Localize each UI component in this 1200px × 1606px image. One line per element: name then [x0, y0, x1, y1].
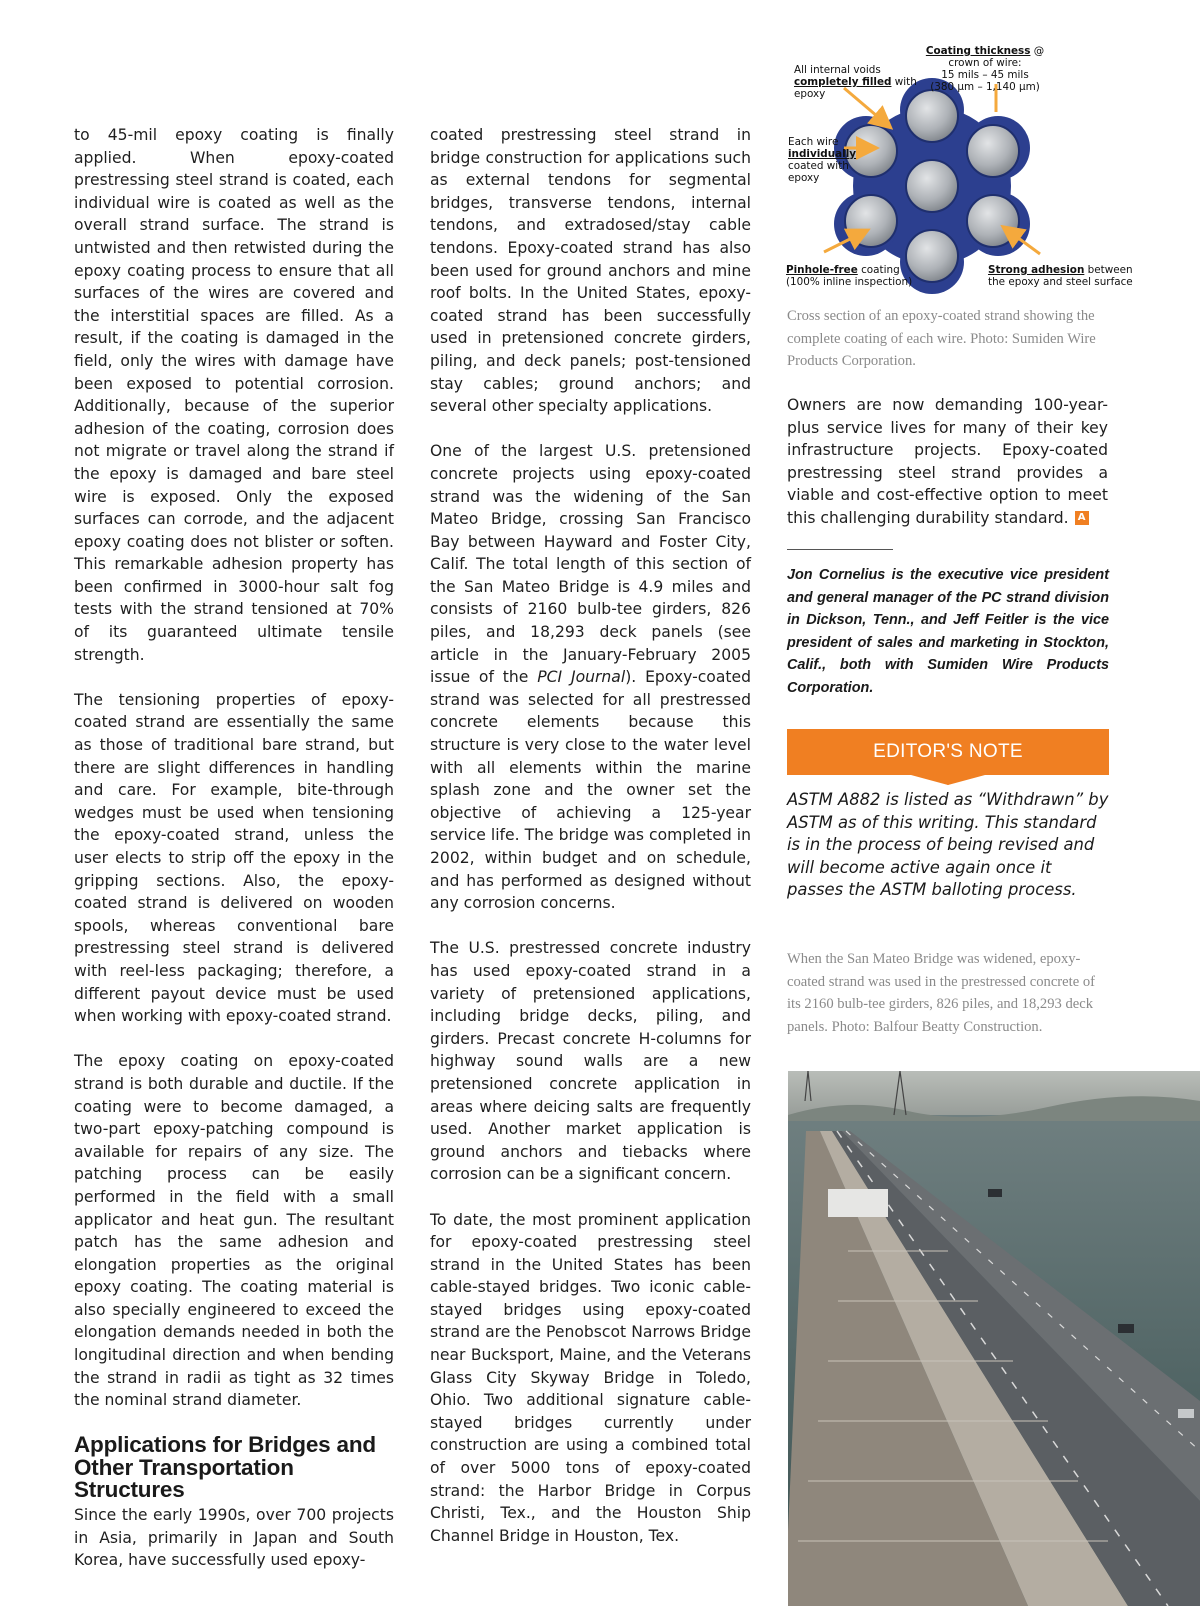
diagram-caption: Cross section of an epoxy-coated strand showing the complete coating of each wire. Photo: Sumiden Wire Products Corporation. [787, 308, 1096, 370]
adhesion-suffix: between [1084, 264, 1133, 276]
coating-thickness-line-1: crown of wire: [948, 57, 1022, 69]
coating-thickness-line-3: (380 μm – 1,140 μm) [930, 81, 1040, 93]
col2-p2-text-b: ). Epoxy-coated strand was selected for all prestressed concrete elements because this structure is very close to the water level with all elements within the marine splash zone and the owner set the objective of achieving a 125-year service life. The bridge was completed in 2002, within budget and on schedule, and has performed as designed without any corrosion concerns. [430, 668, 751, 913]
label-pinhole-free [786, 264, 946, 288]
col2-paragraph-1: coated prestressing steel strand in bridge construction for applications such as external tendons for segmental bridges, transverse tendons, internal tendons, and extradosed/stay cable tendons. Epoxy-coated strand has also been used for ground anchors and mine roof bolts. In the United States, epoxy-coated strand has been successfully used in pretensioned concrete girders, piling, and deck panels; post-tensioned stay cables; ground anchors; and several other specialty applications. [430, 126, 751, 416]
col2-p2-text-a: One of the largest U.S. pretensioned concrete projects using epoxy-coated strand was the widening of the San Mateo Bridge, crossing San Francisco Bay between Hayward and Foster City, Calif. The total length of this section of the San Mateo Bridge is 4.9 miles and consists of 2160 bulb-tee girders, 826 piles, and 18,293 deck panels (see article in the January-February 2005 issue of the [430, 442, 751, 687]
editors-note-title: EDITOR'S NOTE [873, 741, 1023, 762]
pinhole-bold: Pinhole-free [786, 264, 858, 276]
wire-bold: individually [788, 148, 857, 160]
section-subhead: Applications for Bridges and Other Transportation Structures [74, 1432, 376, 1503]
col2-paragraph-3: The U.S. prestressed concrete industry has used epoxy-coated strand in a variety of pretensioned applications, including bridge decks, piling, and girders. Precast concrete H-columns for highway sound walls are a new pretensioned concrete application in areas where deicing salts are frequently used. Another market application is ground anchors and tiebacks where corrosion can be a significant concern. [430, 939, 751, 1184]
col1-paragraph-3: The epoxy coating on epoxy-coated strand is both durable and ductile. If the coating were to become damaged, a two-part epoxy-patching compound is available for repairs of any size. The patching process can be easily performed in the field with a small applicator and heat gun. The resultant patch has the same adhesion and elongation properties as the original epoxy coating. The coating material is also specially engineered to exceed the elongation demands needed in both the longitudinal direction and when bending the strand in radii as tight as 32 times the nominal strand diameter. [74, 1052, 394, 1410]
editors-note-text: ASTM A882 is listed as “Withdrawn” by ASTM as of this writing. This standard is in the process of being revised and will become active again once it passes the ASTM balloting process. [787, 790, 1109, 900]
wire-line-4: epoxy [788, 172, 820, 184]
photo-caption: When the San Mateo Bridge was widened, epoxy-coated strand was used in the prestressed concrete of its 2160 bulb-tee girders, 826 piles, and 18,293 deck panels. Photo: Balfour Beatty Construction. [787, 951, 1095, 1035]
voids-line-3: epoxy [794, 88, 826, 100]
san-mateo-bridge-photo [788, 1071, 1200, 1606]
pinhole-suffix: coating [857, 264, 900, 276]
label-voids-filled [794, 64, 934, 100]
col3-paragraph: Owners are now demanding 100-year-plus service lives for many of their key infrastructure projects. Epoxy-coated prestressing steel strand provides a viable and cost-effective option to meet this challenging durability standard. [787, 396, 1108, 527]
coating-thickness-line-2: 15 mils – 45 mils [941, 69, 1029, 81]
editors-note-banner [787, 729, 1109, 785]
article-column-2 [430, 124, 751, 1547]
article-column-1 [74, 124, 394, 1572]
label-coating-thickness [920, 45, 1050, 93]
coating-thickness-title: Coating thickness [925, 45, 1031, 57]
label-strong-adhesion [988, 264, 1134, 288]
col1-paragraph-2: The tensioning properties of epoxy-coated strand are essentially the same as those of traditional bare strand, but there are slight differences in handling and care. For example, bite-through wedges must be used when tensioning the epoxy-coated strand, unless the user elects to strip off the epoxy in the gripping sections. Also, the epoxy-coated strand is delivered on wooden spools, whereas conventional bare prestressing steel strand is delivered with reel-less packaging; therefore, a different payout device must be used when working with epoxy-coated strand. [74, 690, 394, 1026]
col2-paragraph-2 [430, 440, 751, 914]
article-column-3 [787, 394, 1108, 530]
wire-line-3: coated with [788, 160, 849, 172]
col1-paragraph-1: to 45-mil epoxy coating is finally applied. When epoxy-coated prestressing steel strand is coated, each individual wire is coated as well as the overall strand surface. The strand is untwisted and then retwisted during the epoxy coating process to ensure that all surfaces of the wires are covered and the interstitial spaces are filled. As a result, if the coating is damaged in the field, only the wires with damage have been exposed to potential corrosion. Additionally, because of the superior adhesion of the coating, corrosion does not migrate or travel along the strand if the epoxy is damaged and bare steel wire is exposed. Only the exposed surfaces can corrode, and the adjacent epoxy coating does not blister or soften. This remarkable adhesion property has been confirmed in 3000-hour salt fog tests with the strand tensioned at 70% of its guaranteed ultimate tensile strength. [74, 126, 394, 664]
adhesion-line-2: the epoxy and steel surface [988, 276, 1133, 288]
label-each-wire [788, 136, 868, 184]
bridge-photo-illustration [788, 1071, 1200, 1606]
voids-bold: completely filled [794, 76, 892, 88]
voids-line-1: All internal voids [794, 64, 881, 76]
adhesion-bold: Strong adhesion [988, 264, 1085, 276]
wire-line-1: Each wire [788, 136, 839, 148]
coating-thickness-at: @ [1030, 45, 1045, 57]
pinhole-line-2: (100% inline inspection) [786, 276, 913, 288]
journal-title: PCI Journal [537, 668, 626, 687]
author-bio: Jon Cornelius is the executive vice president and general manager of the PC strand division in Dickson, Tenn., and Jeff Feitler is the vice president of sales and marketing in Stockton, Calif., both with Sumiden Wire Products Corporation. [787, 567, 1109, 696]
voids-suffix: with [891, 76, 917, 88]
col1-paragraph-4: Since the early 1990s, over 700 projects in Asia, primarily in Japan and South Korea, have successfully used epoxy- [74, 1505, 394, 1570]
strand-cross-section-diagram [784, 40, 1134, 294]
col2-paragraph-4: To date, the most prominent application for epoxy-coated prestressing steel strand in the United States has been cable-stayed bridges. Two iconic cable-stayed bridges using epoxy-coated strand are the Penobscot Narrows Bridge near Bucksport, Maine, and the Veterans Glass City Skyway Bridge in Toledo, Ohio. Two additional signature cable-stayed bridges currently under construction are using a combined total of over 5000 tons of epoxy-coated strand: the Harbor Bridge in Corpus Christi, Tex., and the Houston Ship Channel Bridge in Houston, Tex. [430, 1210, 751, 1545]
bio-divider [787, 549, 893, 550]
end-of-article-icon: A [1075, 511, 1089, 525]
